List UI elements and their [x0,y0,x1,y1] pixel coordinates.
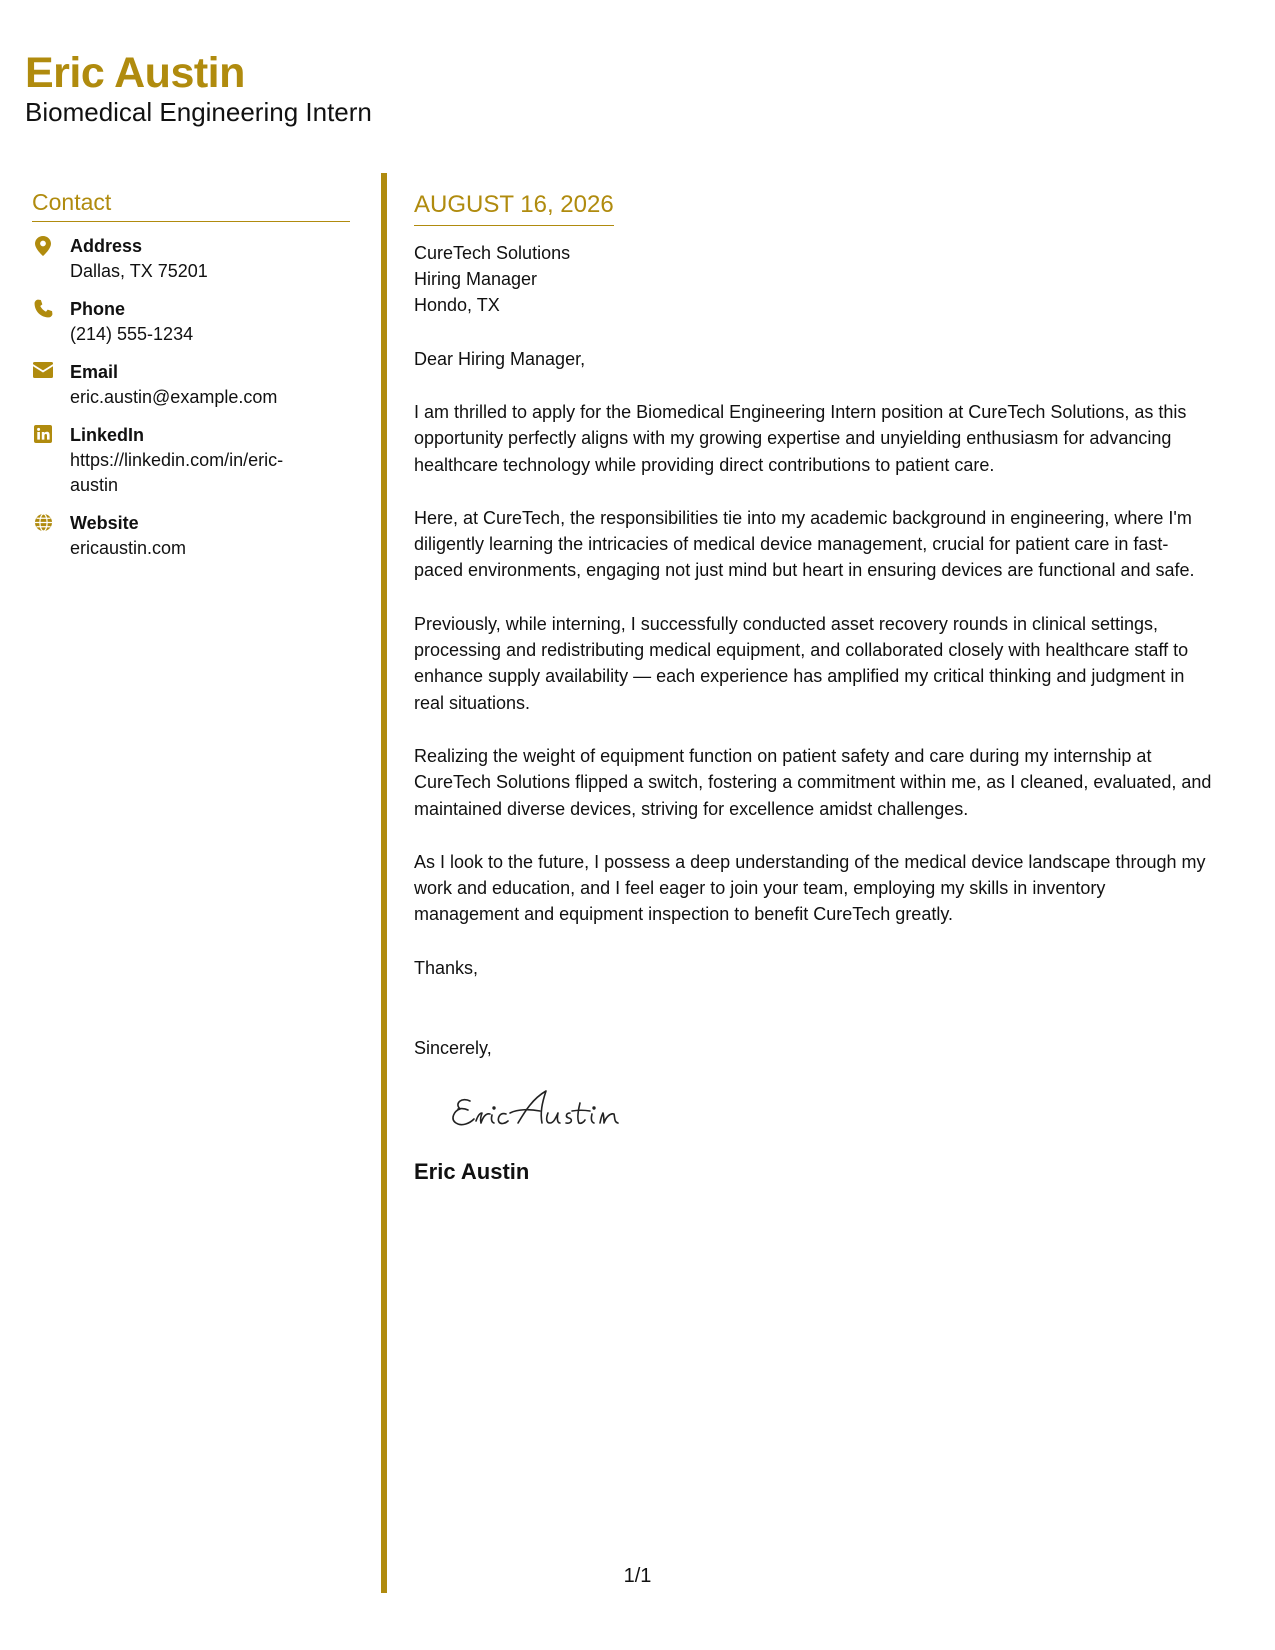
contact-item-address [32,234,350,284]
contact-label: LinkedIn [70,425,145,445]
paragraph-line: CureTech Solutions flipped a switch, fostering a commitment within me, as I cleaned, evaluated, and [414,772,1212,793]
contact-item-linkedin [32,423,350,498]
contact-item-website [32,511,350,561]
paragraph-line: processing and redistributing medical equipment, and collaborated closely with healthcare staff to [414,640,1189,661]
contact-label: Website [70,513,139,533]
job-title: Biomedical Engineering Intern [25,97,372,127]
contact-sidebar [32,188,350,574]
paragraph [414,743,1254,822]
contact-label: Email [70,362,119,382]
contact-value: (214) 555-1234 [70,324,194,344]
greeting: Dear Hiring Manager, [414,349,586,369]
page-number: 1/1 [623,1565,652,1587]
header [25,48,372,128]
paragraph-line: I am thrilled to apply for the Biomedical Engineering Intern position at CureTech Solutions, as this [414,402,1187,422]
contact-heading: Contact [32,188,350,222]
paragraph-line: As I look to the future, I possess a deep understanding of the medical device landscape through my [414,851,1206,872]
paragraph [414,505,1254,584]
contact-item-email [32,360,350,410]
letter-body [414,190,1254,1187]
contact-label: Address [70,236,143,256]
contact-value-line: https://linkedin.com/in/eric- [70,450,284,470]
letter-date: AUGUST 16, 2026 [414,190,614,226]
linkedin-icon [32,425,54,447]
paragraph-line: Realizing the weight of equipment function on patient safety and care during my internship at [414,745,1152,766]
contact-value-line: austin [70,475,119,495]
paragraph [414,611,1254,716]
contact-value: eric.austin@example.com [70,387,278,407]
column-divider [381,173,387,1593]
recipient-line: Hiring Manager [414,269,538,289]
contact-list [32,234,350,561]
contact-item-phone [32,297,350,347]
paragraph-line: maintained diverse devices, striving for excellence amidst challenges. [414,798,969,819]
paragraph-line: real situations. [414,692,531,713]
signature-drawing [448,1083,648,1141]
closing-sincerely: Sincerely, [414,1037,492,1058]
signer-name: Eric Austin [414,1158,530,1184]
closing-thanks: Thanks, [414,957,479,978]
paragraph-line: Here, at CureTech, the responsibilities tie into my academic background in engineering, where I'm [414,507,1192,528]
paragraph-line: enhance supply availability — each experience has amplified my critical thinking and judgment in [414,666,1185,687]
map-pin-icon [32,236,54,258]
phone-icon [32,299,54,321]
paragraph-line: healthcare technology while providing direct contributions to patient care. [414,454,995,475]
recipient-line: Hondo, TX [414,295,500,315]
applicant-name: Eric Austin [25,49,245,97]
paragraph [414,849,1254,928]
contact-value: Dallas, TX 75201 [70,261,208,281]
contact-label: Phone [70,299,126,319]
signature-image [448,1083,1254,1141]
paragraph-line: opportunity perfectly aligns with my growing expertise and unyielding enthusiasm for advancing [414,428,1172,449]
paragraph [414,399,1254,478]
globe-icon [32,513,54,535]
paragraph-line: management and equipment inspection to benefit CureTech greatly. [414,904,953,925]
recipient-line: CureTech Solutions [414,243,571,263]
paragraph-line: paced environments, engaging not just mind but heart in ensuring devices are functional and safe. [414,560,1195,581]
envelope-icon [32,362,54,384]
recipient-block [414,240,1254,318]
paragraph-line: diligently learning the intricacies of medical device management, crucial for patient care in fast- [414,534,1169,555]
contact-value: ericaustin.com [70,538,187,558]
paragraph-line: Previously, while interning, I successfully conducted asset recovery rounds in clinical settings, [414,613,1159,634]
paragraph-line: work and education, and I feel eager to join your team, employing my skills in inventory [414,878,1106,899]
